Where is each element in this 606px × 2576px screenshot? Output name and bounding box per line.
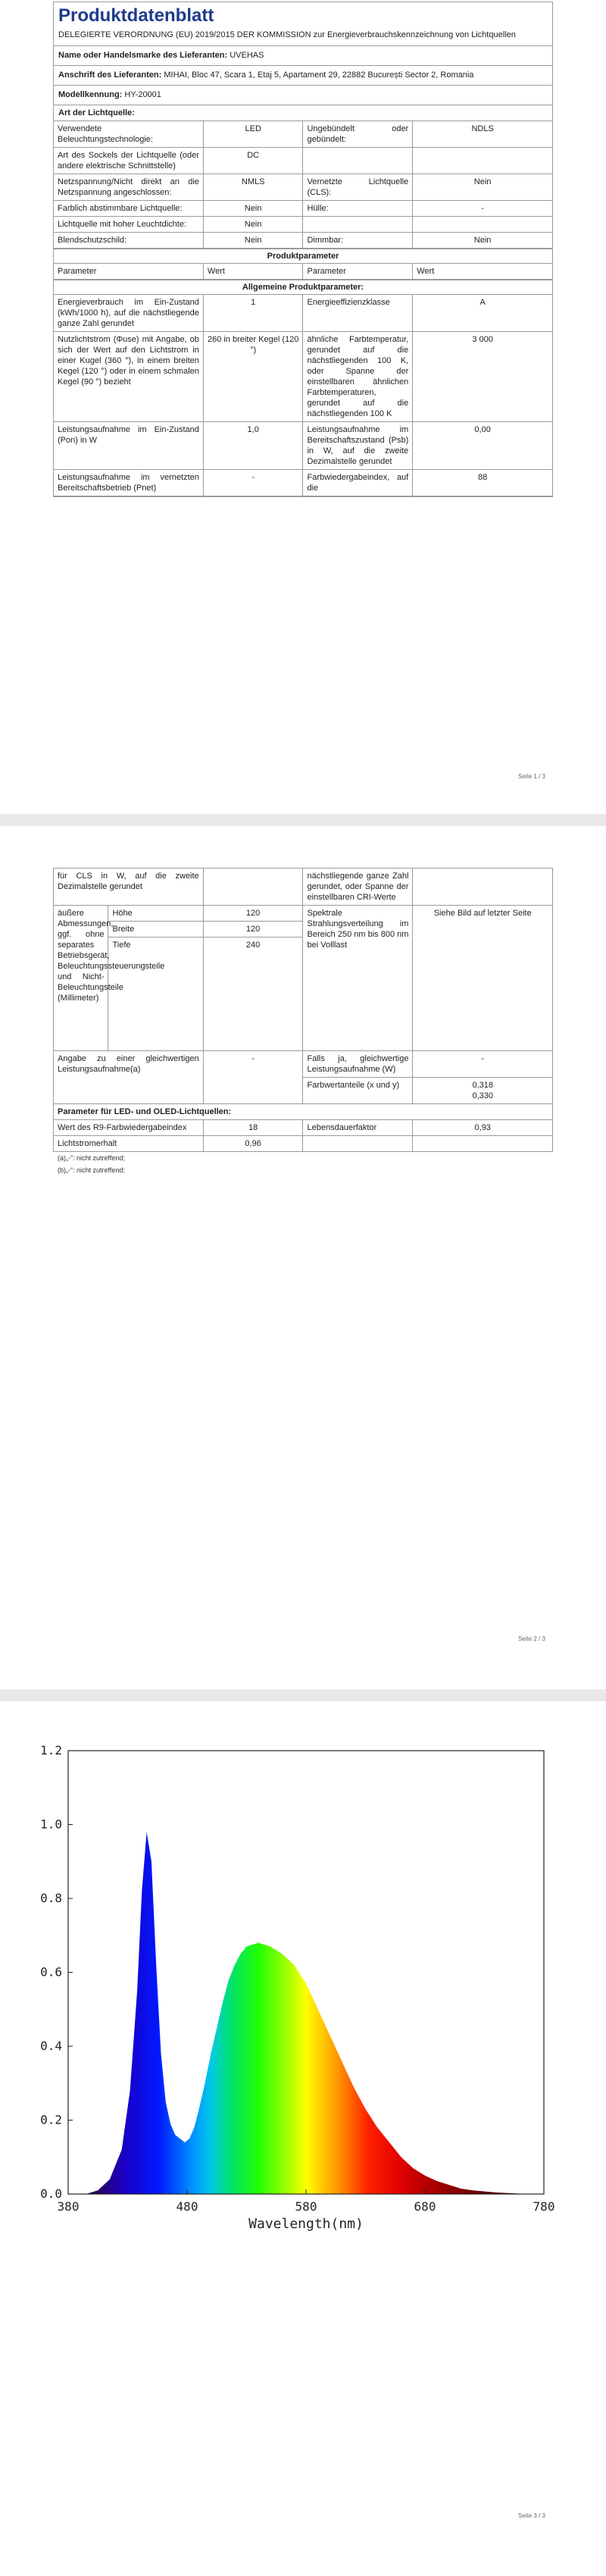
table-row [54,869,553,906]
cell: 3 000 [413,332,552,422]
table-row [54,1136,553,1152]
light-source-type-table [54,121,552,249]
table-row [54,906,553,922]
plot-area [40,1743,554,2232]
general-parameters-table [54,295,552,496]
cell: Energieverbrauch im Ein-Zustand (kWh/1000 h), auf die nächstliegende ganze Zahl gerundet [54,295,203,332]
cell: - [203,1051,303,1104]
cell: Verwendete Beleuchtungstechnologie: [54,121,203,148]
spectral-value: Siehe Bild auf letzter Seite [413,906,553,1051]
cell: 88 [413,470,552,496]
table-row [54,217,552,233]
cell: Vernetzte Lichtquelle (CLS): [303,174,413,201]
chromaticity-x: 0,318 [472,1081,493,1090]
cell: Lichtquelle mit hoher Leuchtdichte: [54,217,203,233]
x-tick-label: 380 [57,2199,80,2214]
y-tick-label: 0.8 [40,1891,62,1905]
datasheet-page-1 [53,2,553,497]
y-tick-label: 0.6 [40,1964,62,1980]
cell [303,217,413,233]
footnote-b: (b)„-“: nicht zutreffend; [58,1166,125,1174]
supplier-address-label: Anschrift des Lieferanten: [58,70,162,80]
cell: A [413,295,552,332]
table-header-row [54,264,552,280]
y-tick-label: 0.2 [40,2112,62,2127]
table-row [54,1104,553,1120]
cell: 240 [203,937,303,1051]
cell: - [413,201,552,217]
cell: Energieeffizienzklasse [303,295,413,332]
cell: 120 [203,906,303,922]
spectral-label: Spektrale Strahlungsverteilung im Bereich 250 nm bis 800 nm bei Volllast [303,906,413,1051]
dimensions-label: äußere Abmessungen, ggf. ohne separates Betriebsgerät, Beleuchtungssteuerungsteile und Nicht-Beleuchtungsteile (Millimeter) [54,906,108,1051]
model-row [54,86,552,105]
light-source-type-heading: Art der Lichtquelle: [54,105,552,121]
table-row [54,332,552,422]
cell: Falls ja, gleichwertige Leistungsaufnahme (W) [303,1051,413,1078]
spectrum-area [68,1832,544,2194]
x-axis-title: Wavelength(nm) [248,2216,364,2232]
cell: 260 in breiter Kegel (120 °) [203,332,303,422]
column-header: Wert [413,264,552,280]
table-row [54,174,552,201]
x-tick-label: 580 [295,2199,317,2214]
x-tick-label: 480 [176,2199,198,2214]
column-header: Parameter [303,264,413,280]
cell: ähnliche Farbtemperatur, gerundet auf die nächstliegenden 100 K, oder Spanne der einstellbaren ähnlichen Farbtemperaturen, gerundet auf die nächstliegenden 100 K [303,332,413,422]
y-tick-label: 1.0 [40,1817,62,1832]
cell [413,869,553,906]
cell: 18 [203,1120,303,1136]
table-row [54,233,552,249]
cell: 0,00 [413,422,552,470]
column-header: Wert [203,264,303,280]
column-header: Parameter [54,264,203,280]
page-separator [0,814,606,826]
table-row [54,1120,553,1136]
cell [203,869,303,906]
cell: Farbwiedergabeindex, auf die [303,470,413,496]
general-parameters-heading: Allgemeine Produktparameter: [54,280,552,295]
cell [303,148,413,174]
cell [413,148,552,174]
model-label: Modellkennung: [58,90,123,99]
cell [303,1136,413,1152]
product-parameters-heading: Produktparameter [54,249,552,264]
cell: Ungebündelt oder gebündelt: [303,121,413,148]
cell: Leistungsaufnahme im Ein-Zustand (Pon) in W [54,422,203,470]
cell: - [203,470,303,496]
page-1 [0,0,606,826]
parameter-header-table [54,264,552,280]
page-separator [0,1689,606,1701]
cell [413,217,552,233]
cell [413,1136,553,1152]
equivalent-power-indicator-label: Angabe zu einer gleichwertigen Leistungsaufnahme(a) [54,1051,204,1104]
x-tick-label: 680 [414,2199,436,2214]
cell: 1,0 [203,422,303,470]
cell: DC [203,148,303,174]
model-value: HY-20001 [124,90,161,99]
page-number: Seite 1 / 3 [517,773,545,780]
cell: Nein [203,233,303,249]
supplier-name-value: UVEHAS [230,51,264,60]
supplier-name-row [54,46,552,66]
document-title: Produktdatenblatt [58,5,214,26]
cell: Blendschutzschild: [54,233,203,249]
table-row [54,470,552,496]
cell: Leistungsaufnahme im Bereitschaftszustand (Psb) in W, auf die zweite Dezimalstelle gerundet [303,422,413,470]
cell: Höhe [108,906,203,922]
y-tick-label: 0.0 [40,2186,62,2201]
cell: 0,96 [203,1136,303,1152]
cell: für CLS in W, auf die zweite Dezimalstelle gerundet [54,869,204,906]
led-parameters-heading: Parameter für LED- und OLED-Lichtquellen: [54,1104,553,1120]
regulation-subtitle: DELEGIERTE VERORDNUNG (EU) 2019/2015 DER KOMMISSION zur Energieverbrauchskennzeichnung von Lichtquellen [54,28,552,46]
cell: Netzspannung/Nicht direkt an die Netzspannung angeschlossen: [54,174,203,201]
table-row [54,148,552,174]
cell: Nein [203,201,303,217]
supplier-address-row [54,66,552,86]
page-number: Seite 3 / 3 [517,2512,545,2519]
supplier-name-label: Name oder Handelsmarke des Lieferanten: [58,51,228,60]
chromaticity-y: 0,330 [472,1091,493,1100]
chromaticity-values [413,1078,553,1104]
supplier-address-value: MIHAI, Bloc 47, Scara 1, Etaj 5, Apartament 29, 22882 București Sector 2, Romania [164,70,474,80]
cell: nächstliegende ganze Zahl gerundet, oder Spanne der einstellbaren CRI-Werte [303,869,413,906]
cell: Lebensdauerfaktor [303,1120,413,1136]
cell: Nein [413,233,552,249]
cell: Art des Sockels der Lichtquelle (oder andere elektrische Schnittstelle) [54,148,203,174]
spectral-distribution-chart [0,1701,606,2232]
cell: Lichtstromerhalt [54,1136,204,1152]
cell: 1 [203,295,303,332]
cell: Farblich abstimmbare Lichtquelle: [54,201,203,217]
page-3 [0,1701,606,2576]
footnote-a: (a)„-“: nicht zutreffend; [58,1154,125,1162]
cell: NDLS [413,121,552,148]
cell: Leistungsaufnahme im vernetzten Bereitschaftsbetrieb (Pnet) [54,470,203,496]
cell: Breite [108,922,203,937]
y-tick-label: 1.2 [40,1743,62,1758]
page-2 [0,826,606,1701]
cell: Dimmbar: [303,233,413,249]
cell: LED [203,121,303,148]
cell: Wert des R9-Farbwiedergabeindex [54,1120,204,1136]
x-tick-label: 780 [533,2199,555,2214]
table-row [54,422,552,470]
cell: NMLS [203,174,303,201]
datasheet-page-2 [53,868,553,1176]
cell: Nutzlichtstrom (Φuse) mit Angabe, ob sich der Wert auf den Lichtstrom in einer Kugel (360 °), in einem breiten Kegel (120 °) oder in einem schmalen Kegel (90 °) bezieht [54,332,203,422]
table-row [54,1051,553,1078]
table-row [54,121,552,148]
cell: Hülle: [303,201,413,217]
y-tick-label: 0.4 [40,2039,62,2053]
cell: 0,93 [413,1120,553,1136]
table-row [54,295,552,332]
table-row [54,201,552,217]
cell: - [413,1051,553,1078]
cell: Nein [413,174,552,201]
cell: 120 [203,922,303,937]
page-number: Seite 2 / 3 [517,1635,545,1642]
continued-parameters-table [53,868,553,1152]
cell: Tiefe [108,937,203,1051]
chromaticity-label: Farbwertanteile (x und y) [303,1078,413,1104]
cell: Nein [203,217,303,233]
